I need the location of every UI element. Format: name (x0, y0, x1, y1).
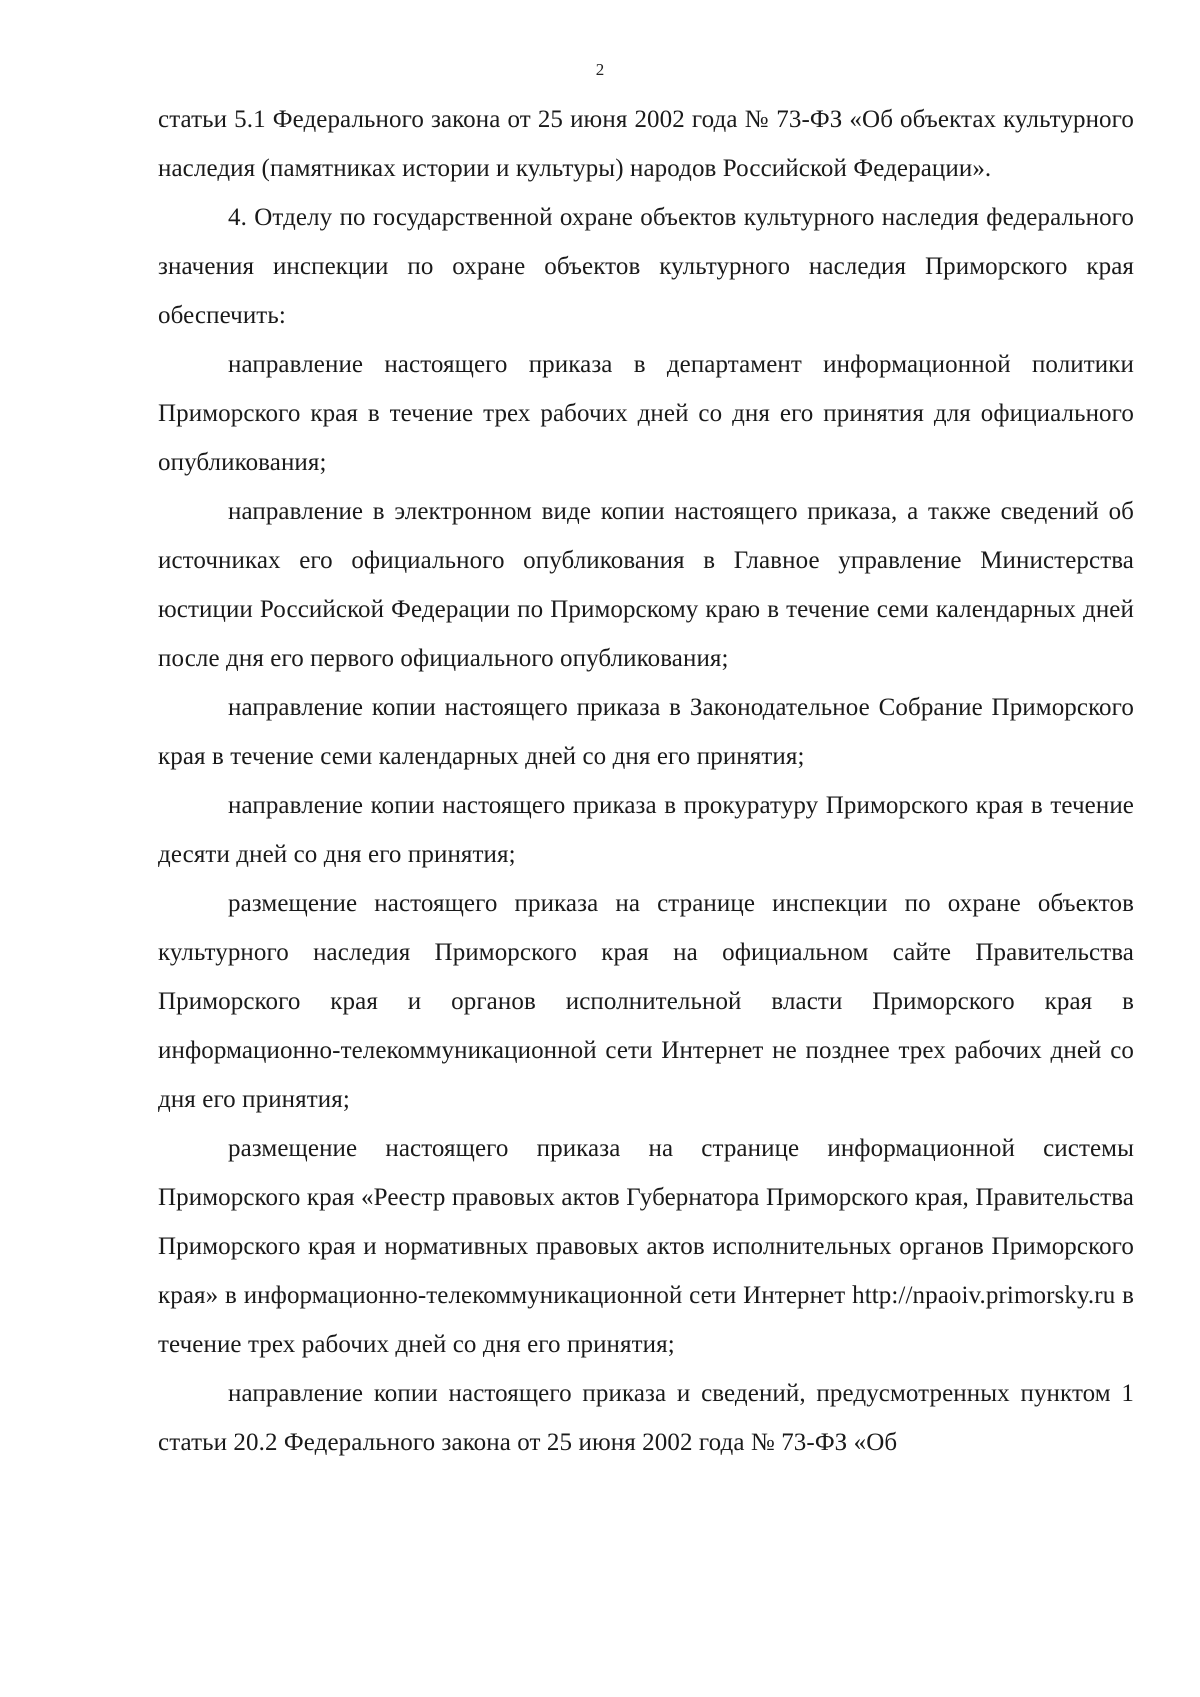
document-body (158, 95, 1134, 1467)
paragraph-continuation: статьи 5.1 Федерального закона от 25 июня 2002 года № 73-ФЗ «Об объектах культурного наследия (памятниках истории и культуры) народов Российской Федерации». (158, 106, 1134, 182)
paragraph-legal-acts-registry: размещение настоящего приказа на странице информационной системы Приморского края «Реестр правовых актов Губернатора Приморского края, Правительства Приморского края и нормативных правовых актов исполнительных органов Приморского края» в информационно-телекоммуникационной сети Интернет http://npaoiv.primorsky.ru в течение трех рабочих дней со дня его принятия; (158, 1135, 1134, 1358)
paragraph-prosecutor: направление копии настоящего приказа в прокуратуру Приморского края в течение десяти дней со дня его принятия; (158, 792, 1134, 868)
paragraph-official-site: размещение настоящего приказа на странице инспекции по охране объектов культурного наследия Приморского края на официальном сайте Правительства Приморского края и органов исполнительной власти Приморского края в информационно-телекоммуникационной сети Интернет не позднее трех рабочих дней со дня его принятия; (158, 890, 1134, 1113)
paragraph-ministry-of-justice: направление в электронном виде копии настоящего приказа, а также сведений об источниках его официального опубликования в Главное управление Министерства юстиции Российской Федерации по Приморскому краю в течение семи календарных дней после дня его первого официального опубликования; (158, 498, 1134, 672)
paragraph-copy-and-information: направление копии настоящего приказа и сведений, предусмотренных пунктом 1 статьи 20.2 Федерального закона от 25 июня 2002 года № 73-ФЗ «Об (158, 1380, 1134, 1456)
paragraph-legislative-assembly: направление копии настоящего приказа в Законодательное Собрание Приморского края в течение семи календарных дней со дня его принятия; (158, 694, 1134, 770)
page-number: 2 (595, 60, 605, 79)
paragraph-information-policy: направление настоящего приказа в департамент информационной политики Приморского края в течение трех рабочих дней со дня его принятия для официального опубликования; (158, 351, 1134, 476)
paragraph-item-4: 4. Отделу по государственной охране объектов культурного наследия федерального значения инспекции по охране объектов культурного наследия Приморского края обеспечить: (158, 204, 1134, 329)
